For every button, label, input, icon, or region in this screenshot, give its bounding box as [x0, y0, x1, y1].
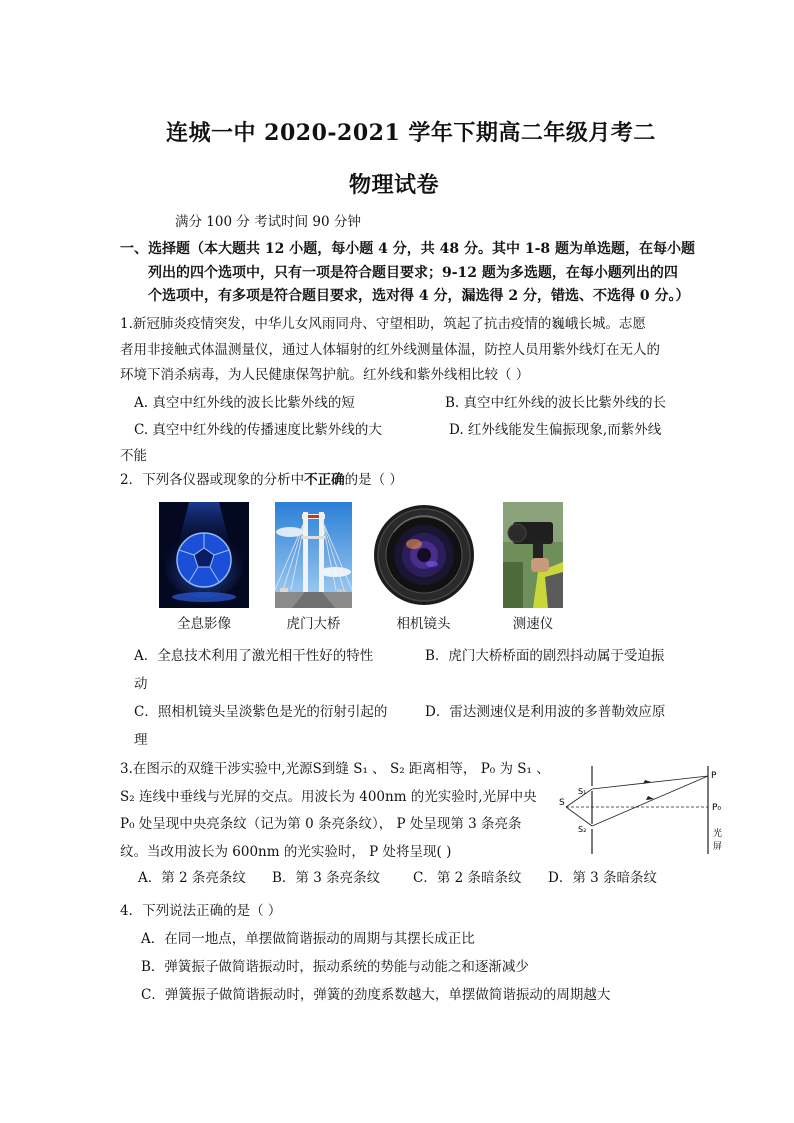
- q3-stem-line1: 3.在图示的双缝干涉实验中,光源S到缝 S₁ 、 S₂ 距离相等， P₀ 为 S₁ 、: [120, 761, 550, 777]
- q3-stem-line3: P₀ 处呈现中央亮条纹（记为第 0 条亮条纹）， P 处呈现第 3 条亮条: [120, 816, 522, 832]
- caption-bridge: 虎门大桥: [286, 616, 341, 632]
- q4-option-c: C．弹簧振子做简谐振动时，弹簧的劲度系数越大，单摆做简谐振动的周期越大: [141, 987, 611, 1003]
- q3-option-b: B．第 3 条亮条纹: [272, 870, 381, 886]
- q2-option-b-cont: 动: [134, 676, 148, 692]
- q1-option-d-cont: 不能: [120, 448, 147, 464]
- q2-option-a: A．全息技术利用了激光相干性好的特性: [134, 648, 374, 664]
- caption-camera-lens: 相机镜头: [396, 616, 451, 632]
- exam-title: 连城一中 2020-2021 学年下期高二年级月考二: [166, 120, 656, 146]
- q4-option-a: A．在同一地点，单摆做简谐振动的周期与其摆长成正比: [141, 931, 475, 947]
- q3-option-d: D．第 3 条暗条纹: [548, 870, 657, 886]
- q3-option-c: C．第 2 条暗条纹: [413, 870, 522, 886]
- q3-stem-line4: 纹。当改用波长为 600nm 的光实验时， P 处将呈现( ): [120, 844, 452, 860]
- label-s2: S₂: [578, 825, 587, 834]
- caption-hologram: 全息影像: [177, 616, 231, 632]
- q2-option-b: B．虎门大桥桥面的剧烈抖动属于受迫振: [425, 648, 665, 664]
- q1-option-c: C. 真空中红外线的传播速度比紫外线的大: [134, 422, 382, 438]
- section-heading-line3: 个选项中，有多项是符合题目要求，选对得 4 分，漏选得 2 分，错选、不选得 0 分。）: [148, 288, 690, 304]
- label-screen-2: 屏: [713, 842, 723, 852]
- q2-option-d-cont: 理: [134, 732, 148, 748]
- q2-stem-pre: 2．下列各仪器或现象的分析中: [120, 472, 305, 488]
- bridge-photo: [275, 502, 352, 608]
- q1-option-d: D. 红外线能发生偏振现象,而紫外线: [449, 422, 662, 438]
- q4-option-b: B．弹簧振子做简谐振动时，振动系统的势能与动能之和逐渐减少: [141, 959, 529, 975]
- q2-option-c: C．照相机镜头呈淡紫色是光的衍射引起的: [134, 704, 388, 720]
- q2-option-d: D．雷达测速仪是利用波的多普勒效应原: [425, 704, 666, 720]
- q2-stem-post: 的是（ ）: [344, 472, 403, 488]
- double-slit-diagram: [556, 762, 736, 858]
- section-heading-line2: 列出的四个选项中，只有一项是符合题目要求；9-12 题为多选题，在每小题列出的四: [148, 265, 678, 281]
- label-screen-1: 光: [713, 829, 723, 839]
- q3-option-a: A．第 2 条亮条纹: [138, 870, 246, 886]
- radar-gun-photo: [503, 502, 563, 608]
- label-p0: P₀: [712, 803, 722, 813]
- q4-stem: 4．下列说法正确的是（ ）: [120, 903, 282, 919]
- section-heading-line1: 一、选择题（本大题共 12 小题，每小题 4 分，共 48 分。其中 1-8 题为单选题，在每小题: [120, 241, 695, 257]
- q1-stem-line2: 者用非接触式体温测量仪，通过人体辐射的红外线测量体温，防控人员用紫外线灯在无人的: [120, 342, 660, 358]
- label-p: P: [711, 771, 717, 781]
- q1-stem-line1: 1.新冠肺炎疫情突发，中华儿女风雨同舟、守望相助，筑起了抗击疫情的巍峨长城。志愿: [120, 316, 646, 332]
- exam-subject: 物理试卷: [349, 172, 440, 198]
- q1-option-a: A. 真空中红外线的波长比紫外线的短: [134, 395, 355, 411]
- q3-stem-line2: S₂ 连线中垂线与光屏的交点。用波长为 400nm 的光实验时,光屏中央: [120, 789, 537, 805]
- q1-option-b: B. 真空中红外线的波长比紫外线的长: [445, 395, 667, 411]
- label-s1: S₁: [578, 787, 587, 796]
- hologram-photo: [159, 502, 249, 608]
- q2-stem: [120, 468, 403, 488]
- caption-radar-gun: 测速仪: [512, 616, 554, 632]
- label-s: S: [559, 798, 565, 808]
- q1-stem-line3: 环境下消杀病毒，为人民健康保驾护航。红外线和紫外线相比较（ ）: [120, 367, 530, 383]
- q2-stem-bold: 不正确: [304, 472, 345, 488]
- exam-meta: 满分 100 分 考试时间 90 分钟: [175, 214, 361, 230]
- camera-lens-photo: [370, 502, 477, 608]
